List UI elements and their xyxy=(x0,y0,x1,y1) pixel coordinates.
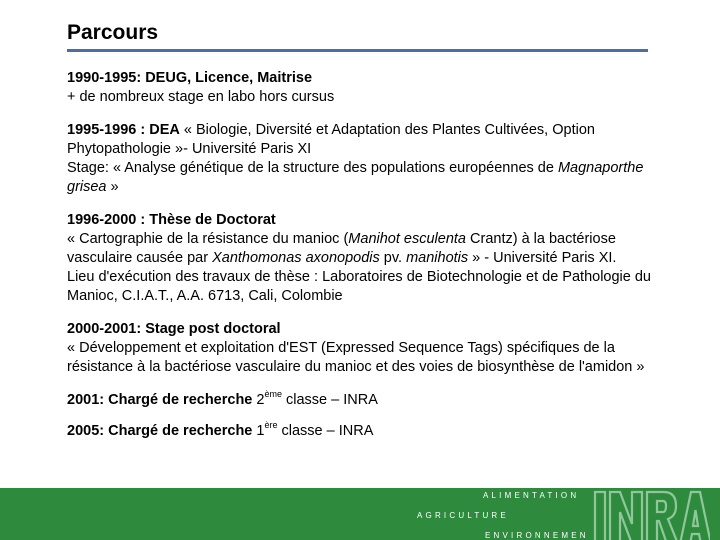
rank-suffix: ème xyxy=(264,389,282,400)
entry-text xyxy=(67,121,682,159)
thesis-text: » - Université Paris XI. xyxy=(468,250,617,266)
rank-number: 2 xyxy=(252,392,265,408)
entry-heading: 1995-1996 : DEA xyxy=(67,122,180,138)
entry-text xyxy=(67,159,682,197)
thesis-text: « Cartographie de la résistance du manioc ( xyxy=(67,231,349,247)
title-underline xyxy=(67,49,648,52)
rank-number: 1 xyxy=(252,423,265,439)
rank-text: classe – INRA xyxy=(277,423,374,439)
entry-text: + de nombreux stage en labo hors cursus xyxy=(67,89,335,105)
entry-heading: 2001: Chargé de recherche xyxy=(67,392,253,408)
career-list xyxy=(67,69,682,453)
entry-1996 xyxy=(67,211,682,306)
inra-logo xyxy=(592,488,710,540)
entry-2005 xyxy=(67,422,682,441)
tagline-environnement: ENVIRONNEMEN xyxy=(485,531,589,540)
entry-1995 xyxy=(67,121,682,197)
entry-description: « Biologie, Diversité et Adaptation des Plantes Cultivées, Option Phytopathologie »- Université Paris XI xyxy=(67,122,595,157)
tagline-agriculture: AGRICULTURE xyxy=(417,511,509,520)
entry-text: Lieu d'exécution des travaux de thèse : Laboratoires de Biotechnologie et de Pathologie du Manioc, C.I.A.T., A.A. 6713, Cali, Colombie xyxy=(67,269,651,304)
entry-heading: 1990-1995: DEUG, Licence, Maitrise xyxy=(67,70,313,86)
entry-2000 xyxy=(67,320,682,377)
species-name: Magnaporthe grisea xyxy=(67,160,644,195)
entry-heading: 1996-2000 : Thèse de Doctorat xyxy=(67,212,276,228)
thesis-text: pv. xyxy=(379,250,407,266)
entry-text xyxy=(67,230,682,268)
entry-heading: 2000-2001: Stage post doctoral xyxy=(67,321,281,337)
stage-text-end: » xyxy=(106,179,119,195)
tagline-alimentation: ALIMENTATION xyxy=(483,491,580,500)
species-name: Xanthomonas axonopodis xyxy=(212,250,380,266)
page-title: Parcours xyxy=(67,21,159,44)
entry-heading: 2005: Chargé de recherche xyxy=(67,423,253,439)
rank-suffix: ère xyxy=(264,420,278,431)
stage-text: Stage: « Analyse génétique de la structure des populations européennes de xyxy=(67,160,558,176)
pathovar-name: manihotis xyxy=(406,250,469,266)
entry-text: « Développement et exploitation d'EST (Expressed Sequence Tags) spécifiques de la résistance à la bactériose vasculaire du manioc et des voies de biosynthèse de l'amidon » xyxy=(67,340,645,375)
entry-1990 xyxy=(67,69,682,107)
rank-text: classe – INRA xyxy=(281,392,378,408)
species-name: Manihot esculenta xyxy=(348,231,466,247)
entry-2001 xyxy=(67,391,682,410)
thesis-text: Crantz) à la bactériose vasculaire causée par xyxy=(67,231,616,266)
